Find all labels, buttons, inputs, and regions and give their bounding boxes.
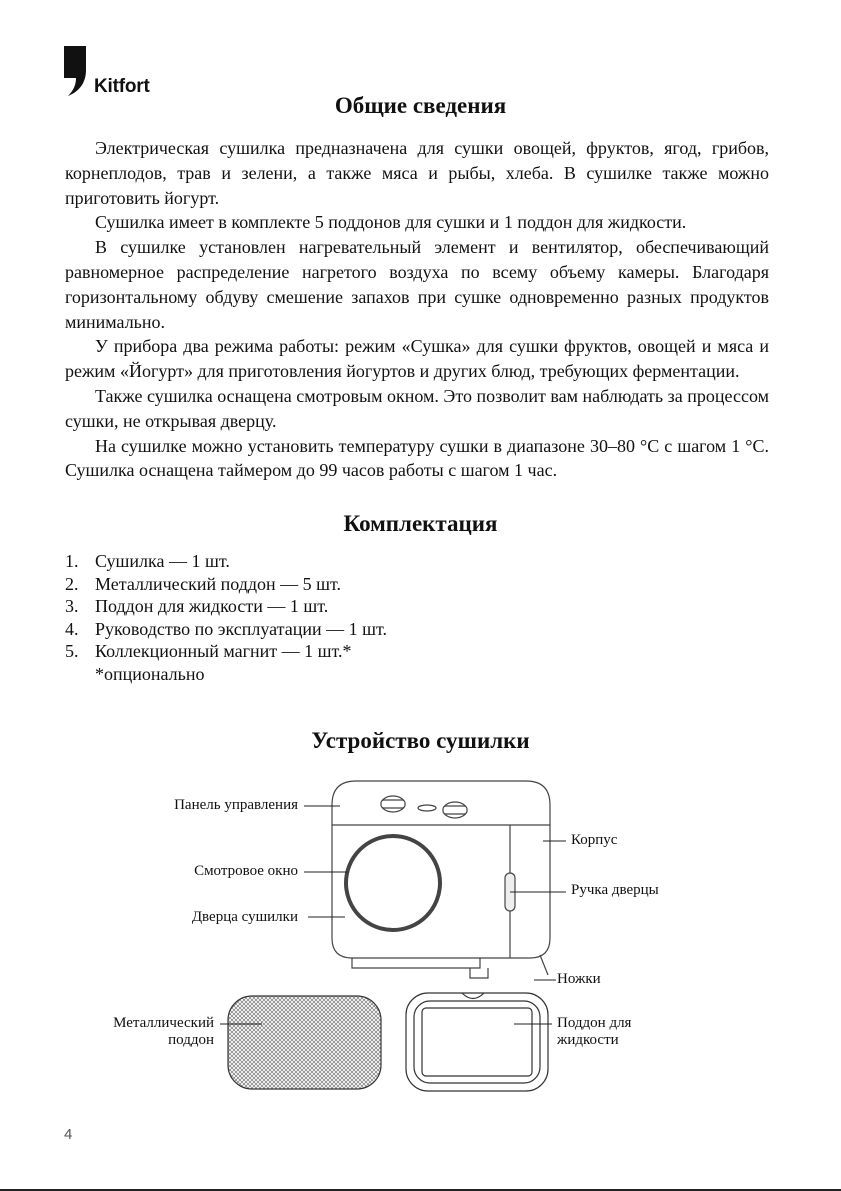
paragraph: Электрическая сушилка предназначена для сушки овощей, фруктов, ягод, грибов, корнеплодов, трав и зелени, а также мяса и рыбы, хлеба. В сушилке также можно приготовить йогурт.: [65, 138, 769, 208]
list-item-text: Сушилка — 1 шт.: [95, 551, 230, 571]
list-item-number: 3.: [65, 596, 79, 617]
list-item-number: 1.: [65, 551, 79, 571]
section-title-device: Устройство сушилки: [311, 728, 530, 753]
list-item-text: Металлический поддон — 5 шт.: [95, 573, 342, 594]
label-control-panel: Панель управления: [174, 797, 298, 813]
paragraph: В сушилке установлен нагревательный элемент и вентилятор, обеспечивающий равномерное распределение нагретого воздуха по всему объему камеры. Благодаря горизонтальному обдуву смешение запахов при сушке одновременно разных продуктов минимально.: [65, 237, 769, 332]
label-liquid-tray-line2: жидкости: [557, 1032, 619, 1048]
dryer-illustration: [0, 770, 841, 1110]
kitfort-logo-icon: [64, 46, 94, 96]
list-item: [65, 595, 565, 618]
label-liquid-tray: [557, 1015, 631, 1049]
paragraph: У прибора два режима работы: режим «Сушка» для сушки фруктов, овощей и мяса и режим «Йогурт» для приготовления йогуртов и других блюд, требующих ферментации.: [65, 336, 769, 382]
label-metal-tray-line1: Металлический: [113, 1015, 214, 1031]
label-body: Корпус: [571, 832, 618, 848]
brand-name: Kitfort: [94, 76, 150, 97]
label-feet: Ножки: [557, 971, 601, 987]
label-metal-tray-line2: поддон: [168, 1032, 214, 1048]
list-item: [65, 618, 565, 641]
label-window: Смотровое окно: [194, 863, 298, 879]
device-diagram: [0, 770, 841, 1110]
metal-tray-icon: [228, 996, 381, 1089]
general-description: [65, 136, 769, 483]
label-door: Дверца сушилки: [191, 909, 298, 925]
list-item-text: Коллекционный магнит — 1 шт.*: [95, 641, 352, 662]
list-item-text: Поддон для жидкости — 1 шт.: [95, 596, 329, 617]
paragraph: Сушилка имеет в комплекте 5 поддонов для сушки и 1 поддон для жидкости.: [95, 212, 687, 233]
section-title-kit: Комплектация: [343, 511, 498, 536]
list-item: [65, 640, 565, 663]
list-item-number: 4.: [65, 618, 79, 639]
label-handle: Ручка дверцы: [571, 882, 659, 898]
label-metal-tray: [113, 1015, 214, 1049]
list-item-number: 2.: [65, 573, 79, 594]
list-item-number: 5.: [65, 641, 79, 662]
list-item: [65, 573, 565, 596]
paragraph: На сушилке можно установить температуру сушки в диапазоне 30–80 °C с шагом 1 °C. Сушилка оснащена таймером до 99 часов работы с шагом 1 час.: [65, 435, 769, 481]
kit-list: [65, 550, 565, 663]
section-title-general: Общие сведения: [334, 93, 507, 118]
paragraph: Также сушилка оснащена смотровым окном. Это позволит вам наблюдать за процессом сушки, не открывая дверцу.: [65, 385, 769, 431]
list-item-text: Руководство по эксплуатации — 1 шт.: [95, 618, 387, 639]
list-item: [65, 550, 565, 573]
page-number: 4: [64, 1126, 73, 1143]
liquid-tray-icon: [406, 993, 548, 1091]
kit-footnote: *опционально: [95, 664, 205, 684]
dryer-body: [332, 781, 550, 978]
label-liquid-tray-line1: Поддон для: [557, 1015, 632, 1031]
